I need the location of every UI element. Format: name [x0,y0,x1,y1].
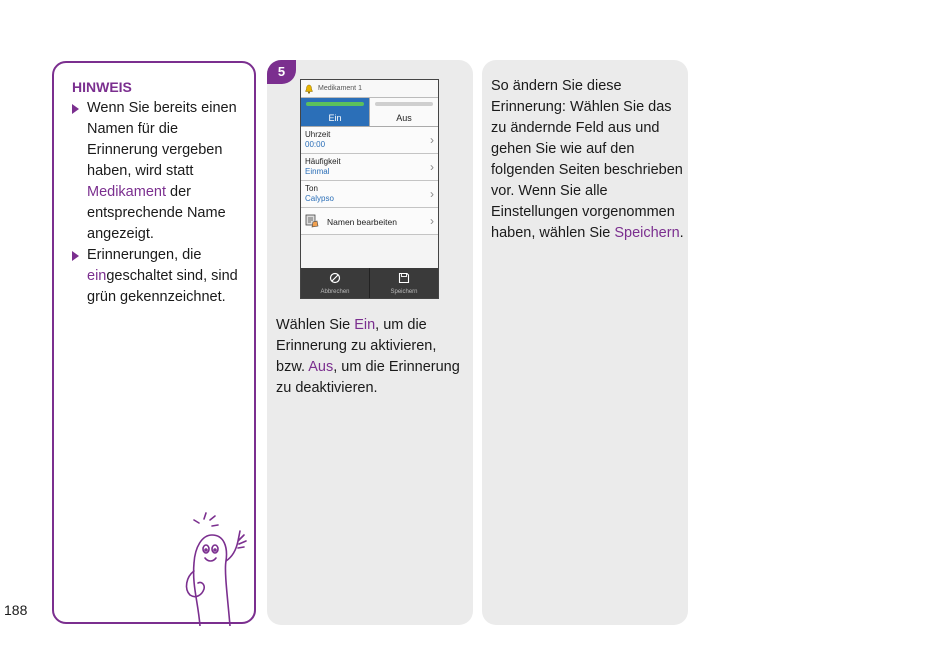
toggle-off-button[interactable]: Aus [369,98,438,126]
note-item: Erinnerungen, die eingeschaltet sind, sind grün gekennzeichnet. [72,245,252,308]
frequency-row[interactable]: Häufigkeit Einmal › [301,154,438,181]
instructions-text: So ändern Sie diese Erinnerung: Wählen Sie das zu ändernde Feld aus und gehen Sie wie auf den folgenden Seiten beschrieben vor. Wenn Sie alle Einstellungen vorgenommen haben, wählen Sie Speichern. [491,78,684,241]
chevron-right-icon: › [430,160,434,174]
step-instruction: Wählen Sie Ein, um die Erinnerung zu aktivieren, bzw. Aus, um die Erinnerung zu deaktivieren. [276,317,460,396]
device-screenshot [300,79,439,299]
chevron-right-icon: › [430,133,434,147]
note-box [52,61,256,624]
save-button[interactable]: Speichern [369,268,438,298]
chevron-right-icon: › [430,214,434,228]
mascot-icon [182,511,252,626]
time-row[interactable]: Uhrzeit 00:00 › [301,127,438,154]
highlight-text: Ein [354,317,376,333]
chevron-right-icon: › [430,187,434,201]
instructions-panel [482,60,688,625]
device-header-title: Medikament 1 [318,85,362,92]
green-indicator [306,102,364,106]
on-off-toggle [301,98,438,127]
triangle-bullet-icon [72,251,79,261]
step-number-badge: 5 [267,60,296,84]
device-footer [301,268,438,298]
note-title: HINWEIS [72,79,132,95]
highlight-text: Speichern [614,225,680,241]
bell-icon [304,84,314,94]
device-header [301,80,438,98]
note-list [72,98,252,308]
highlight-text: Aus [308,359,334,375]
cancel-button[interactable]: Abbrechen [301,268,369,298]
highlight-text: ein [87,268,107,284]
triangle-bullet-icon [72,104,79,114]
save-icon [398,272,410,284]
note-item: Wenn Sie bereits einen Namen für die Erinnerung vergeben haben, wird statt Medikament der entsprechende Name angezeigt. [72,98,252,245]
tone-row[interactable]: Ton Calypso › [301,181,438,208]
toggle-on-button[interactable]: Ein [301,98,369,126]
page-number: 188 [4,602,28,618]
edit-name-icon [305,214,319,228]
highlight-text: Medikament [87,184,166,200]
cancel-icon [329,272,341,284]
gray-indicator [375,102,433,106]
edit-name-row[interactable]: Namen bearbeiten › [301,208,438,235]
